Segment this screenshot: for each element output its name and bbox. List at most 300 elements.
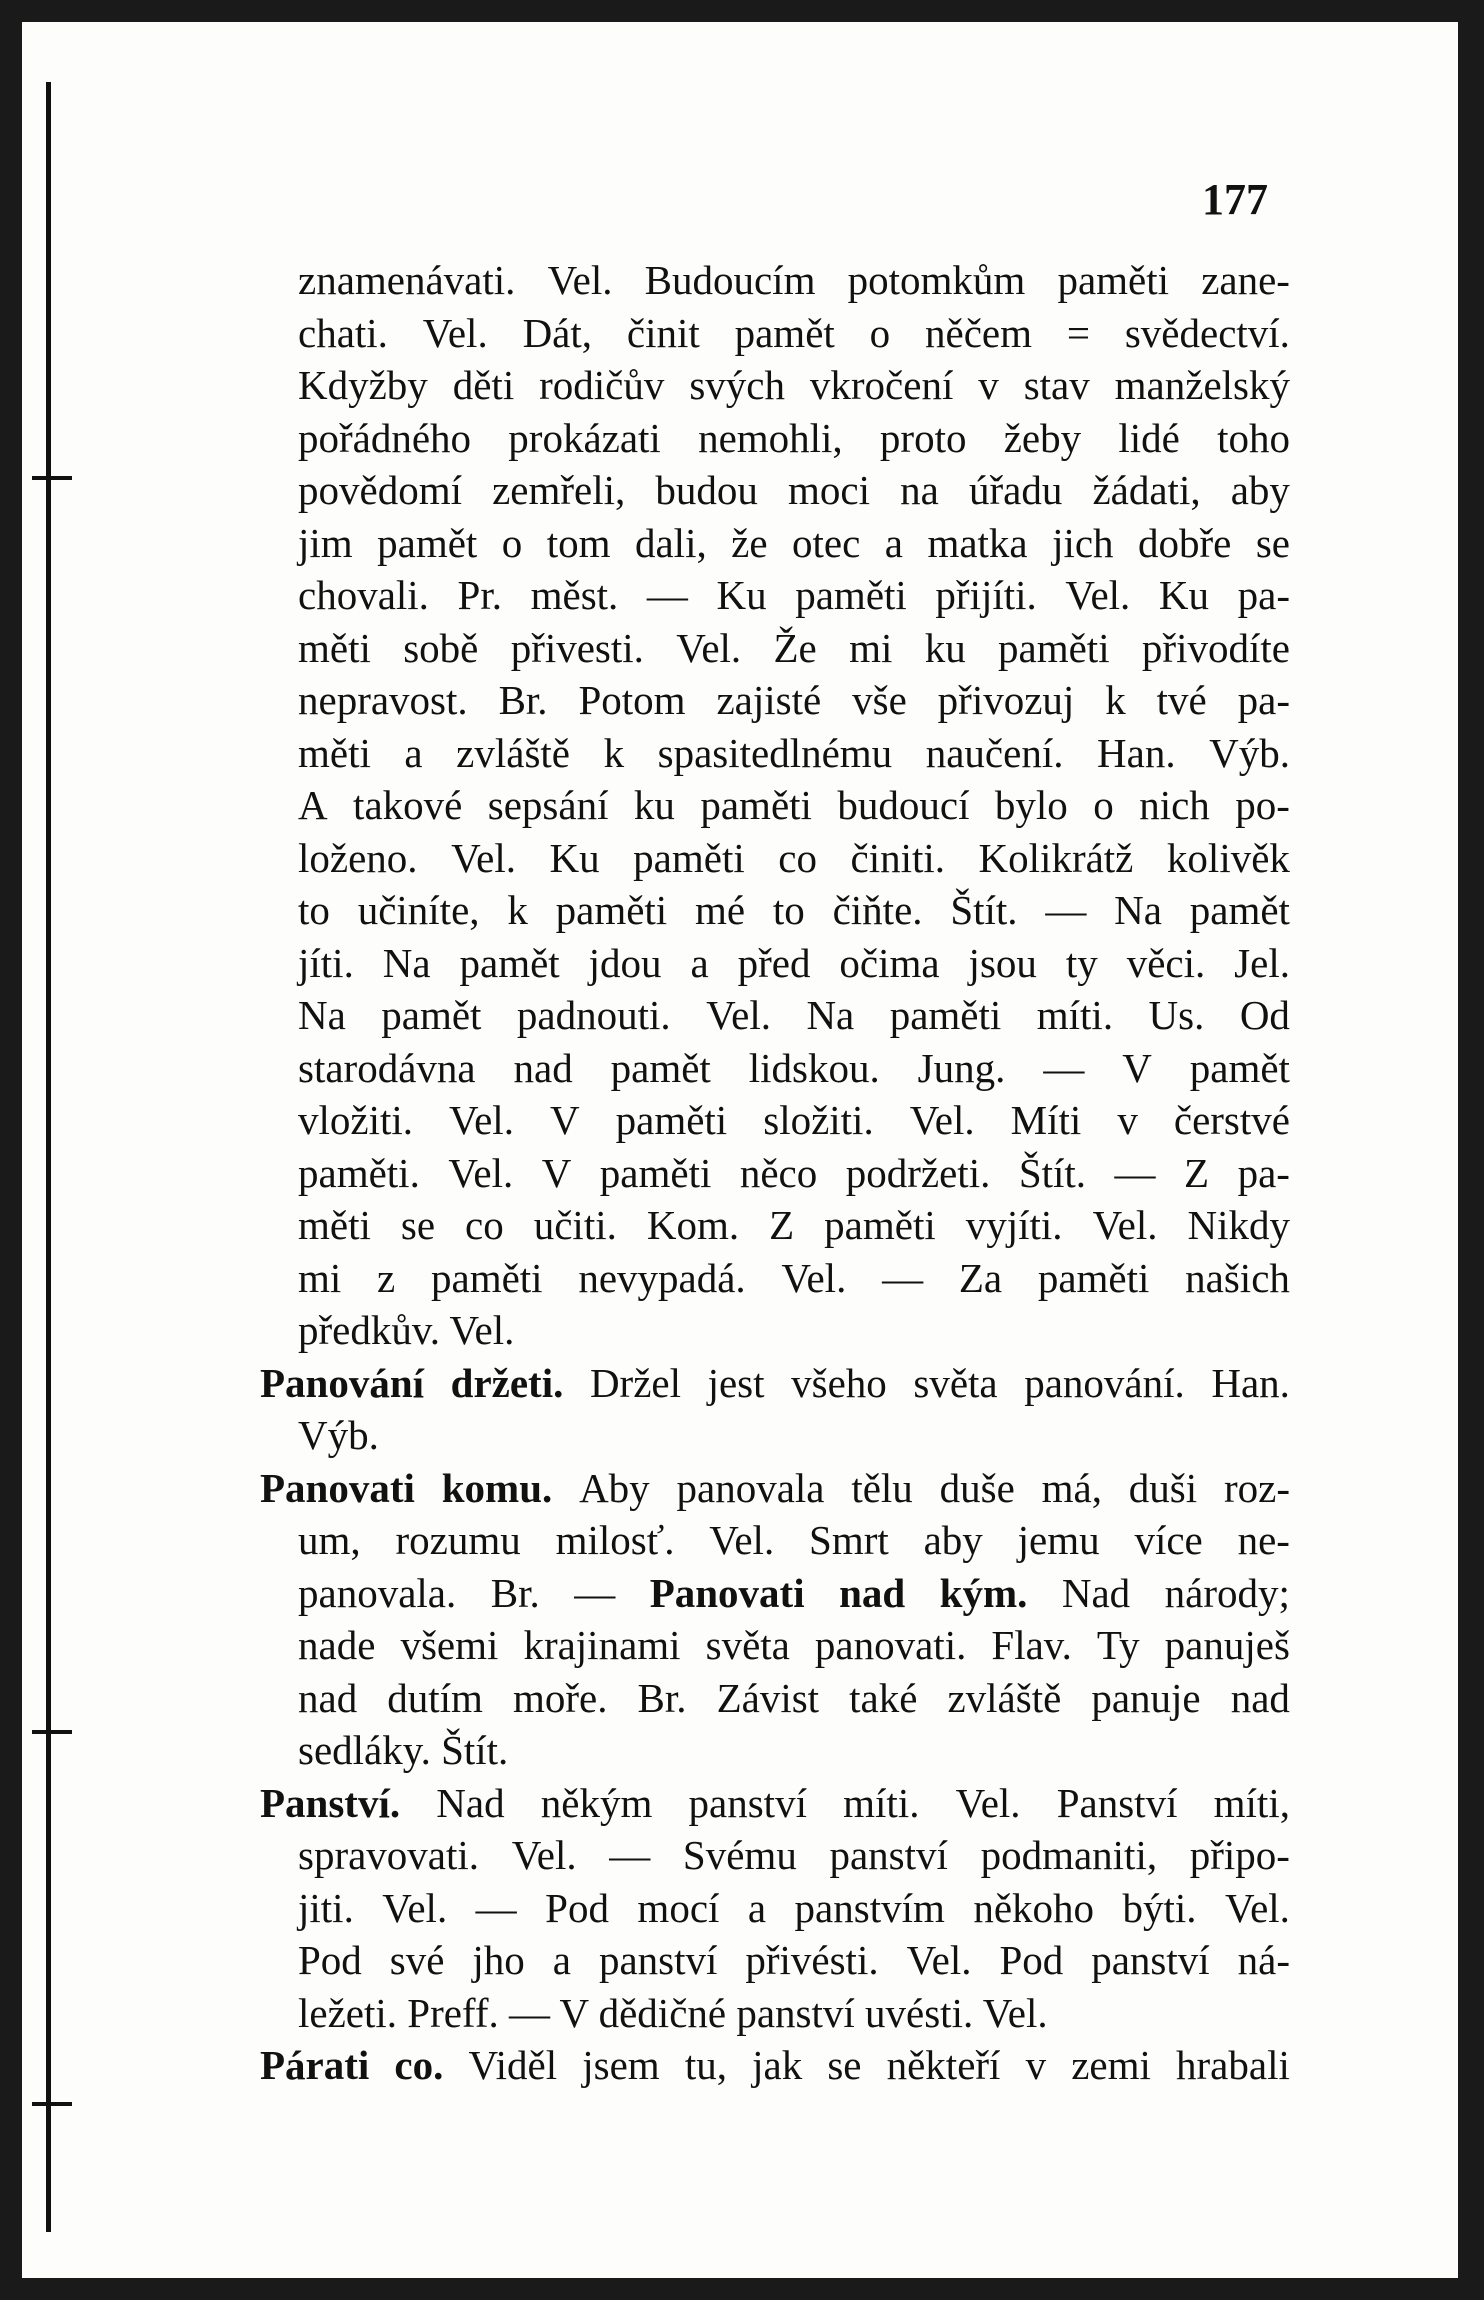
word: něčem bbox=[925, 309, 1032, 356]
line-text: předkův. Vel. bbox=[298, 1307, 515, 1353]
word: na bbox=[900, 467, 939, 513]
text-line bbox=[260, 464, 1290, 517]
word: očima bbox=[839, 939, 940, 986]
word: rozumu bbox=[395, 1517, 521, 1563]
word: Vel. bbox=[1225, 1884, 1290, 1931]
word: Jung. bbox=[917, 1044, 1006, 1091]
word: dobře bbox=[1138, 519, 1232, 566]
text-line bbox=[260, 517, 1290, 570]
word: Míti bbox=[1010, 1097, 1082, 1143]
word: co bbox=[778, 834, 817, 881]
word: paměti bbox=[431, 1254, 543, 1301]
text-line bbox=[260, 1304, 1290, 1357]
word: = bbox=[1066, 309, 1090, 356]
headword: Panství. bbox=[260, 1779, 401, 1826]
word: panuješ bbox=[1164, 1622, 1290, 1668]
word: Vel. bbox=[909, 1097, 975, 1143]
word: paměti bbox=[998, 624, 1110, 671]
word: tvé bbox=[1156, 677, 1207, 723]
word: podmaniti, bbox=[980, 1832, 1158, 1878]
word: matka bbox=[927, 519, 1028, 566]
word: rodičův bbox=[539, 362, 665, 408]
word: Štít. bbox=[1018, 1149, 1087, 1196]
word: Pr. bbox=[457, 572, 502, 618]
word: milosť. bbox=[555, 1517, 675, 1563]
word: své bbox=[389, 1937, 445, 1983]
text-line bbox=[260, 937, 1290, 990]
text-line bbox=[260, 1882, 1290, 1935]
word: a bbox=[690, 939, 709, 986]
word: z bbox=[377, 1254, 396, 1301]
word: nade bbox=[298, 1622, 376, 1668]
word: Dát, bbox=[522, 309, 593, 356]
text-line bbox=[260, 1619, 1290, 1672]
word: zane- bbox=[1201, 257, 1290, 303]
word: panovala. bbox=[298, 1569, 457, 1616]
text-line bbox=[260, 779, 1290, 832]
word: aby bbox=[1230, 467, 1290, 513]
word: učiti. bbox=[533, 1202, 617, 1248]
word: pa- bbox=[1237, 572, 1290, 618]
word: míti. bbox=[843, 1779, 920, 1826]
word: loženo. bbox=[298, 834, 418, 881]
text-line bbox=[260, 1409, 1290, 1462]
word: paměti bbox=[1057, 257, 1170, 303]
word: Vel. bbox=[382, 1884, 448, 1931]
word: V bbox=[549, 1097, 580, 1143]
word: — bbox=[646, 572, 688, 618]
word: zemřeli, bbox=[492, 467, 626, 513]
word: Závist bbox=[716, 1674, 820, 1721]
word: činit bbox=[626, 309, 700, 356]
word: býti. bbox=[1122, 1884, 1197, 1931]
word: Držel bbox=[589, 1359, 681, 1406]
text-line bbox=[260, 1724, 1290, 1777]
word: měti bbox=[298, 624, 371, 671]
word: Vel. bbox=[422, 309, 488, 356]
word: jemu bbox=[1017, 1517, 1100, 1563]
word: Pod bbox=[545, 1884, 609, 1931]
headword: Párati bbox=[260, 2042, 370, 2088]
word: — bbox=[1045, 887, 1087, 933]
word: vložiti. bbox=[298, 1097, 414, 1143]
word: paměti. bbox=[298, 1149, 420, 1196]
word: paměti bbox=[700, 782, 812, 828]
word: pamět bbox=[1189, 887, 1290, 933]
word: starodávna bbox=[298, 1044, 476, 1091]
word: Vel. bbox=[511, 1832, 577, 1878]
word: Budoucím bbox=[644, 257, 816, 303]
word: roz- bbox=[1223, 1464, 1290, 1511]
word: duši bbox=[1128, 1464, 1198, 1511]
word: Ku bbox=[1158, 572, 1210, 618]
word: nevypadá. bbox=[578, 1254, 746, 1301]
word: měti bbox=[298, 1202, 371, 1248]
headword: komu. bbox=[441, 1464, 553, 1511]
word: všeho bbox=[791, 1359, 887, 1406]
word: potomkům bbox=[847, 257, 1026, 303]
word: toho bbox=[1217, 414, 1290, 461]
word: pamět bbox=[1189, 1044, 1290, 1091]
word: Svému bbox=[682, 1832, 797, 1878]
word: bylo bbox=[994, 782, 1068, 828]
text-line bbox=[260, 884, 1290, 937]
text-line bbox=[260, 1199, 1290, 1252]
word: se bbox=[827, 2042, 862, 2088]
word: Vel. bbox=[781, 1254, 847, 1301]
word: pamět bbox=[459, 939, 560, 986]
word: Že bbox=[773, 624, 817, 671]
word: paměti bbox=[889, 992, 1002, 1038]
word: Br. bbox=[637, 1674, 687, 1721]
word: chati. bbox=[298, 309, 388, 356]
word: Ku bbox=[549, 834, 600, 881]
word: Han. bbox=[1097, 729, 1176, 776]
text-line bbox=[260, 359, 1290, 412]
headword: nad bbox=[839, 1569, 906, 1616]
word: zvláště bbox=[456, 729, 571, 776]
word: pamět bbox=[734, 309, 835, 356]
word: tělu bbox=[851, 1464, 913, 1511]
word: jich bbox=[1052, 519, 1114, 566]
word: Ku bbox=[716, 572, 767, 618]
dictionary-text bbox=[260, 254, 1290, 2092]
word: padnouti. bbox=[516, 992, 671, 1038]
word: hrabali bbox=[1176, 2042, 1290, 2088]
word: pa- bbox=[1237, 677, 1290, 723]
word: pamět bbox=[610, 1044, 711, 1091]
word: jest bbox=[707, 1359, 765, 1406]
headword: Panování bbox=[260, 1359, 425, 1406]
word: přijíti. bbox=[935, 572, 1037, 618]
word: dutím bbox=[387, 1674, 483, 1721]
word: národy; bbox=[1164, 1569, 1290, 1616]
word: o bbox=[501, 519, 523, 566]
word: Vel. bbox=[547, 257, 613, 303]
text-line bbox=[260, 1042, 1290, 1095]
word: v bbox=[1117, 1097, 1138, 1143]
word: mé bbox=[695, 887, 746, 933]
word: panování. bbox=[1024, 1359, 1185, 1406]
word: tom bbox=[546, 519, 611, 566]
word: duše bbox=[939, 1464, 1015, 1511]
word: Br. bbox=[490, 1569, 540, 1616]
word: a bbox=[884, 519, 903, 566]
word: žádati, bbox=[1092, 467, 1201, 513]
word: Na bbox=[806, 992, 855, 1038]
word: Vel. bbox=[955, 1779, 1021, 1826]
page-number: 177 bbox=[1202, 175, 1268, 224]
headword: držeti. bbox=[450, 1359, 564, 1406]
text-line bbox=[260, 832, 1290, 885]
text-line bbox=[260, 307, 1290, 360]
word: připo- bbox=[1189, 1832, 1290, 1878]
word: svých bbox=[689, 362, 785, 408]
word: pa- bbox=[1237, 1149, 1290, 1196]
word: panství bbox=[688, 1779, 807, 1826]
word: um, bbox=[298, 1517, 361, 1563]
word: ty bbox=[1065, 939, 1098, 986]
word: ne- bbox=[1237, 1517, 1290, 1563]
word: paměti bbox=[599, 1149, 712, 1196]
word: jim bbox=[298, 519, 353, 566]
word: pamět bbox=[381, 992, 482, 1038]
word: Us. bbox=[1148, 992, 1205, 1038]
word: něco bbox=[739, 1149, 818, 1196]
text-line bbox=[260, 989, 1290, 1042]
text-line bbox=[260, 569, 1290, 622]
text-line bbox=[260, 412, 1290, 465]
word: mi bbox=[849, 624, 893, 671]
text-line bbox=[260, 1357, 1290, 1410]
word: někým bbox=[540, 1779, 653, 1826]
word: podržeti. bbox=[845, 1149, 991, 1196]
word: jak bbox=[752, 2042, 803, 2088]
word: zvláště bbox=[947, 1674, 1062, 1721]
word: věci. bbox=[1126, 939, 1206, 986]
word: přivodíte bbox=[1141, 624, 1290, 671]
word: pořádného bbox=[298, 414, 472, 461]
binding-mark bbox=[32, 476, 72, 480]
word: také bbox=[849, 1674, 918, 1721]
word: o bbox=[869, 309, 891, 356]
text-line bbox=[260, 1829, 1290, 1882]
word: Kolikrátž bbox=[978, 834, 1134, 881]
word: takové bbox=[353, 782, 463, 828]
word: Kom. bbox=[646, 1202, 740, 1248]
word: a bbox=[552, 1937, 571, 1983]
text-line bbox=[260, 1567, 1290, 1620]
word: co bbox=[465, 1202, 504, 1248]
word: pamět bbox=[377, 519, 478, 566]
word: Vel. bbox=[448, 1149, 514, 1196]
word: ku bbox=[633, 782, 675, 828]
word: manželský bbox=[1114, 362, 1290, 408]
word: našich bbox=[1185, 1254, 1290, 1301]
word: sobě bbox=[403, 624, 479, 671]
word: panovati. bbox=[814, 1622, 967, 1668]
word: se bbox=[1255, 519, 1290, 566]
word: jsem bbox=[582, 2042, 660, 2088]
word: panství bbox=[1091, 1937, 1210, 1983]
word: Kdyžby bbox=[298, 362, 428, 408]
word: prokázati bbox=[508, 414, 661, 461]
word: světa bbox=[705, 1622, 790, 1668]
word: míti, bbox=[1213, 1779, 1290, 1826]
word: všemi bbox=[400, 1622, 499, 1668]
word: panství bbox=[829, 1832, 948, 1878]
text-line bbox=[260, 1094, 1290, 1147]
word: Z bbox=[769, 1202, 795, 1248]
word: paměti bbox=[1037, 1254, 1150, 1301]
word: před bbox=[737, 939, 811, 986]
word: úřadu bbox=[968, 467, 1063, 513]
word: učiníte, bbox=[357, 887, 480, 933]
word: a bbox=[747, 1884, 767, 1931]
word: Vel. bbox=[676, 624, 742, 671]
word: paměti bbox=[824, 1202, 936, 1248]
word: Pod bbox=[298, 1937, 362, 1983]
word: čiňte. bbox=[832, 887, 923, 933]
word: Pod bbox=[999, 1937, 1064, 1983]
line-text: sedláky. Štít. bbox=[298, 1727, 509, 1773]
word: Nad bbox=[1061, 1569, 1131, 1616]
word: k bbox=[507, 887, 528, 933]
word: míti. bbox=[1036, 992, 1114, 1038]
word: panuje bbox=[1091, 1674, 1201, 1721]
book-page bbox=[22, 22, 1458, 2278]
word: krajinami bbox=[523, 1622, 681, 1668]
headword: co. bbox=[394, 2042, 444, 2088]
word: panstvím bbox=[794, 1884, 945, 1931]
word: Nikdy bbox=[1187, 1202, 1290, 1248]
word: Flav. bbox=[991, 1622, 1072, 1668]
word: žeby bbox=[1003, 414, 1082, 461]
word: aby bbox=[923, 1517, 983, 1563]
word: jíti. bbox=[298, 939, 354, 986]
line-text: Výb. bbox=[298, 1412, 379, 1458]
word: Aby bbox=[579, 1464, 650, 1511]
word: chovali. bbox=[298, 572, 429, 618]
word: Potom bbox=[578, 677, 686, 723]
word: přivozuj bbox=[937, 677, 1075, 723]
word: stav bbox=[1023, 362, 1090, 408]
headword: Panovati bbox=[260, 1464, 415, 1511]
text-line bbox=[260, 622, 1290, 675]
word: měst. bbox=[530, 572, 619, 618]
binding-mark bbox=[32, 2102, 72, 2106]
word: — bbox=[609, 1832, 651, 1878]
word: Vel. bbox=[449, 1097, 514, 1143]
word: spasitedlnému bbox=[657, 729, 893, 776]
word: Smrt bbox=[809, 1517, 889, 1563]
word: — bbox=[1114, 1149, 1156, 1196]
word: v bbox=[978, 362, 999, 408]
word: paměti bbox=[615, 1097, 728, 1143]
word: čerstvé bbox=[1173, 1097, 1290, 1143]
word: dali, bbox=[634, 519, 707, 566]
text-line bbox=[260, 727, 1290, 780]
word: V bbox=[1122, 1044, 1152, 1091]
word: spravovati. bbox=[298, 1832, 480, 1878]
word: paměti bbox=[795, 572, 907, 618]
text-line bbox=[260, 1777, 1290, 1830]
word: V bbox=[541, 1149, 572, 1196]
word: panství bbox=[598, 1937, 718, 1983]
word: kolivěk bbox=[1166, 834, 1290, 881]
binding-edge bbox=[46, 82, 51, 2232]
word: Výb. bbox=[1209, 729, 1290, 776]
word: budou bbox=[655, 467, 758, 513]
word: jsou bbox=[968, 939, 1037, 986]
word: k bbox=[1105, 677, 1126, 723]
word: to bbox=[772, 887, 805, 933]
word: Han. bbox=[1211, 1359, 1290, 1406]
binding-mark bbox=[32, 1730, 72, 1734]
word: Vel. bbox=[709, 1517, 775, 1563]
word: moře. bbox=[512, 1674, 608, 1721]
word: vše bbox=[852, 677, 907, 723]
word: že bbox=[731, 519, 768, 566]
word: světa bbox=[913, 1359, 998, 1406]
word: paměti bbox=[555, 887, 668, 933]
word: Jel. bbox=[1234, 939, 1290, 986]
word: Na bbox=[298, 992, 346, 1038]
word: Ty bbox=[1096, 1622, 1140, 1668]
word: jiti. bbox=[298, 1884, 354, 1931]
word: Panství bbox=[1056, 1779, 1178, 1826]
word: zemi bbox=[1071, 2042, 1151, 2088]
text-line bbox=[260, 1252, 1290, 1305]
text-line bbox=[260, 1147, 1290, 1200]
word: Nad bbox=[436, 1779, 505, 1826]
word: jho bbox=[472, 1937, 525, 1983]
text-line bbox=[260, 254, 1290, 307]
word: ná- bbox=[1237, 1937, 1290, 1983]
text-line bbox=[260, 1987, 1290, 2040]
word: se bbox=[400, 1202, 436, 1248]
word: nad bbox=[513, 1044, 573, 1091]
word: Na bbox=[382, 939, 431, 986]
word: moci bbox=[788, 467, 871, 513]
word: lidskou. bbox=[748, 1044, 880, 1091]
word: přivésti. bbox=[745, 1937, 879, 1983]
word: mocí bbox=[637, 1884, 720, 1931]
word: proto bbox=[879, 414, 967, 461]
word: vyjíti. bbox=[965, 1202, 1063, 1248]
word: otec bbox=[792, 519, 861, 566]
word: — bbox=[882, 1254, 924, 1301]
headword: kým. bbox=[939, 1569, 1028, 1616]
word: A bbox=[298, 782, 328, 828]
word: — bbox=[574, 1569, 616, 1616]
word: nich bbox=[1139, 782, 1210, 828]
word: — bbox=[1043, 1044, 1085, 1091]
word: znamenávati. bbox=[298, 257, 516, 303]
text-line bbox=[260, 1462, 1290, 1515]
word: vkročení bbox=[809, 362, 954, 408]
word: to bbox=[298, 887, 330, 933]
word: po- bbox=[1235, 782, 1290, 828]
text-line bbox=[260, 1672, 1290, 1725]
headword: Panovati bbox=[649, 1569, 805, 1616]
word: v bbox=[1025, 2042, 1047, 2088]
word: Vel. bbox=[906, 1937, 972, 1983]
text-line bbox=[260, 1934, 1290, 1987]
word: Vel. bbox=[706, 992, 771, 1038]
word: Z bbox=[1184, 1149, 1210, 1196]
word: Vel. bbox=[451, 834, 516, 881]
word: někteří bbox=[886, 2042, 1001, 2088]
word: jdou bbox=[588, 939, 662, 986]
word: k bbox=[603, 729, 625, 776]
word: více bbox=[1134, 1517, 1203, 1563]
word: Za bbox=[958, 1254, 1003, 1301]
word: Štít. bbox=[950, 887, 1018, 933]
word: tu, bbox=[684, 2042, 727, 2088]
word: děti bbox=[452, 362, 515, 408]
word: budoucí bbox=[837, 782, 970, 828]
word: Vel. bbox=[1065, 572, 1131, 618]
word: nad bbox=[298, 1674, 358, 1721]
word: nad bbox=[1230, 1674, 1290, 1721]
word: mi bbox=[298, 1254, 342, 1301]
word: a bbox=[404, 729, 423, 776]
word: činiti. bbox=[850, 834, 946, 881]
text-line bbox=[260, 1514, 1290, 1567]
word: sepsání bbox=[487, 782, 609, 828]
word: Od bbox=[1239, 992, 1290, 1038]
